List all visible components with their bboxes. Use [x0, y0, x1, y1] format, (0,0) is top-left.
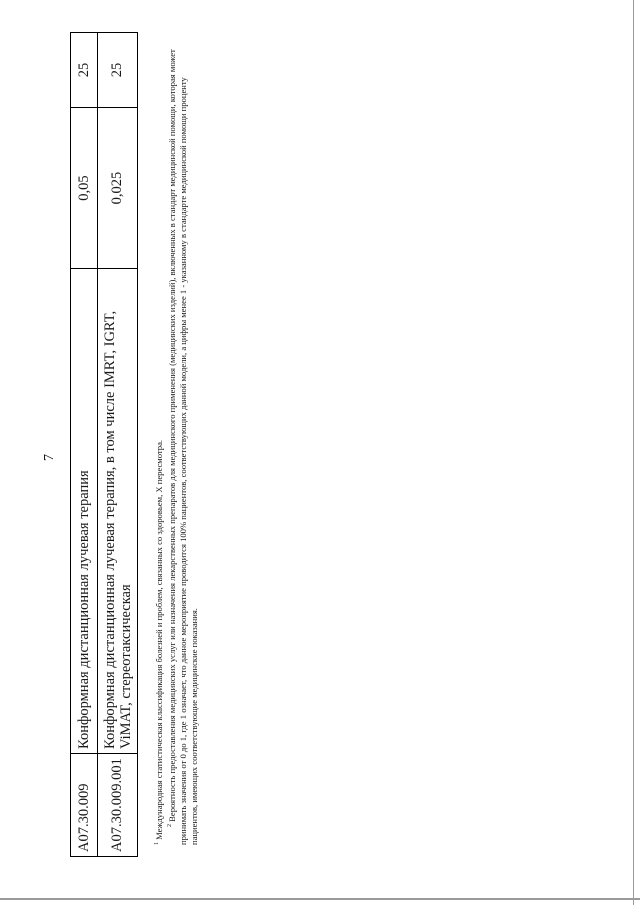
service-name: Конформная дистанционная лучевая терапия, в том числе IMRT, IGRT, ViMAT, стереотаксическая: [98, 269, 138, 754]
services-table: [70, 32, 138, 857]
footnotes: [152, 49, 200, 845]
service-code: A07.30.009: [71, 754, 98, 857]
service-code: A07.30.009.001: [98, 754, 138, 857]
footnote-mark: 2: [166, 824, 173, 827]
service-frequency: 0,05: [71, 108, 98, 269]
service-frequency: 0,025: [98, 108, 138, 269]
footnote-1: [152, 49, 165, 845]
service-multiplicity: 25: [71, 33, 98, 108]
page-number: 7: [42, 454, 57, 461]
footnote-mark: 1: [154, 842, 160, 845]
footnote-2: [165, 49, 200, 845]
service-name: Конформная дистанционная лучевая терапия: [71, 269, 98, 754]
table-row: [98, 33, 138, 857]
footnote-text: Международная статистическая классификация болезней и проблем, связанных со здоровьем, X пересмотра.: [153, 439, 164, 840]
table-row: [71, 33, 98, 857]
footnote-text: Вероятность предоставления медицинских услуг или назначения лекарственных препаратов для медицинского применения (медицинских изделий), включенных в стандарт медицинской помощи, которая может принимать значения от 0 до 1, где 1 означает, что данное мероприятие проводится 100% пациентов, соответствующих данной модели, а цифры менее 1 - указанному в стандарте медицинской помощи проценту пациентов, имеющих соответствующие медицинские показания.: [166, 49, 199, 845]
service-multiplicity: 25: [98, 33, 138, 108]
